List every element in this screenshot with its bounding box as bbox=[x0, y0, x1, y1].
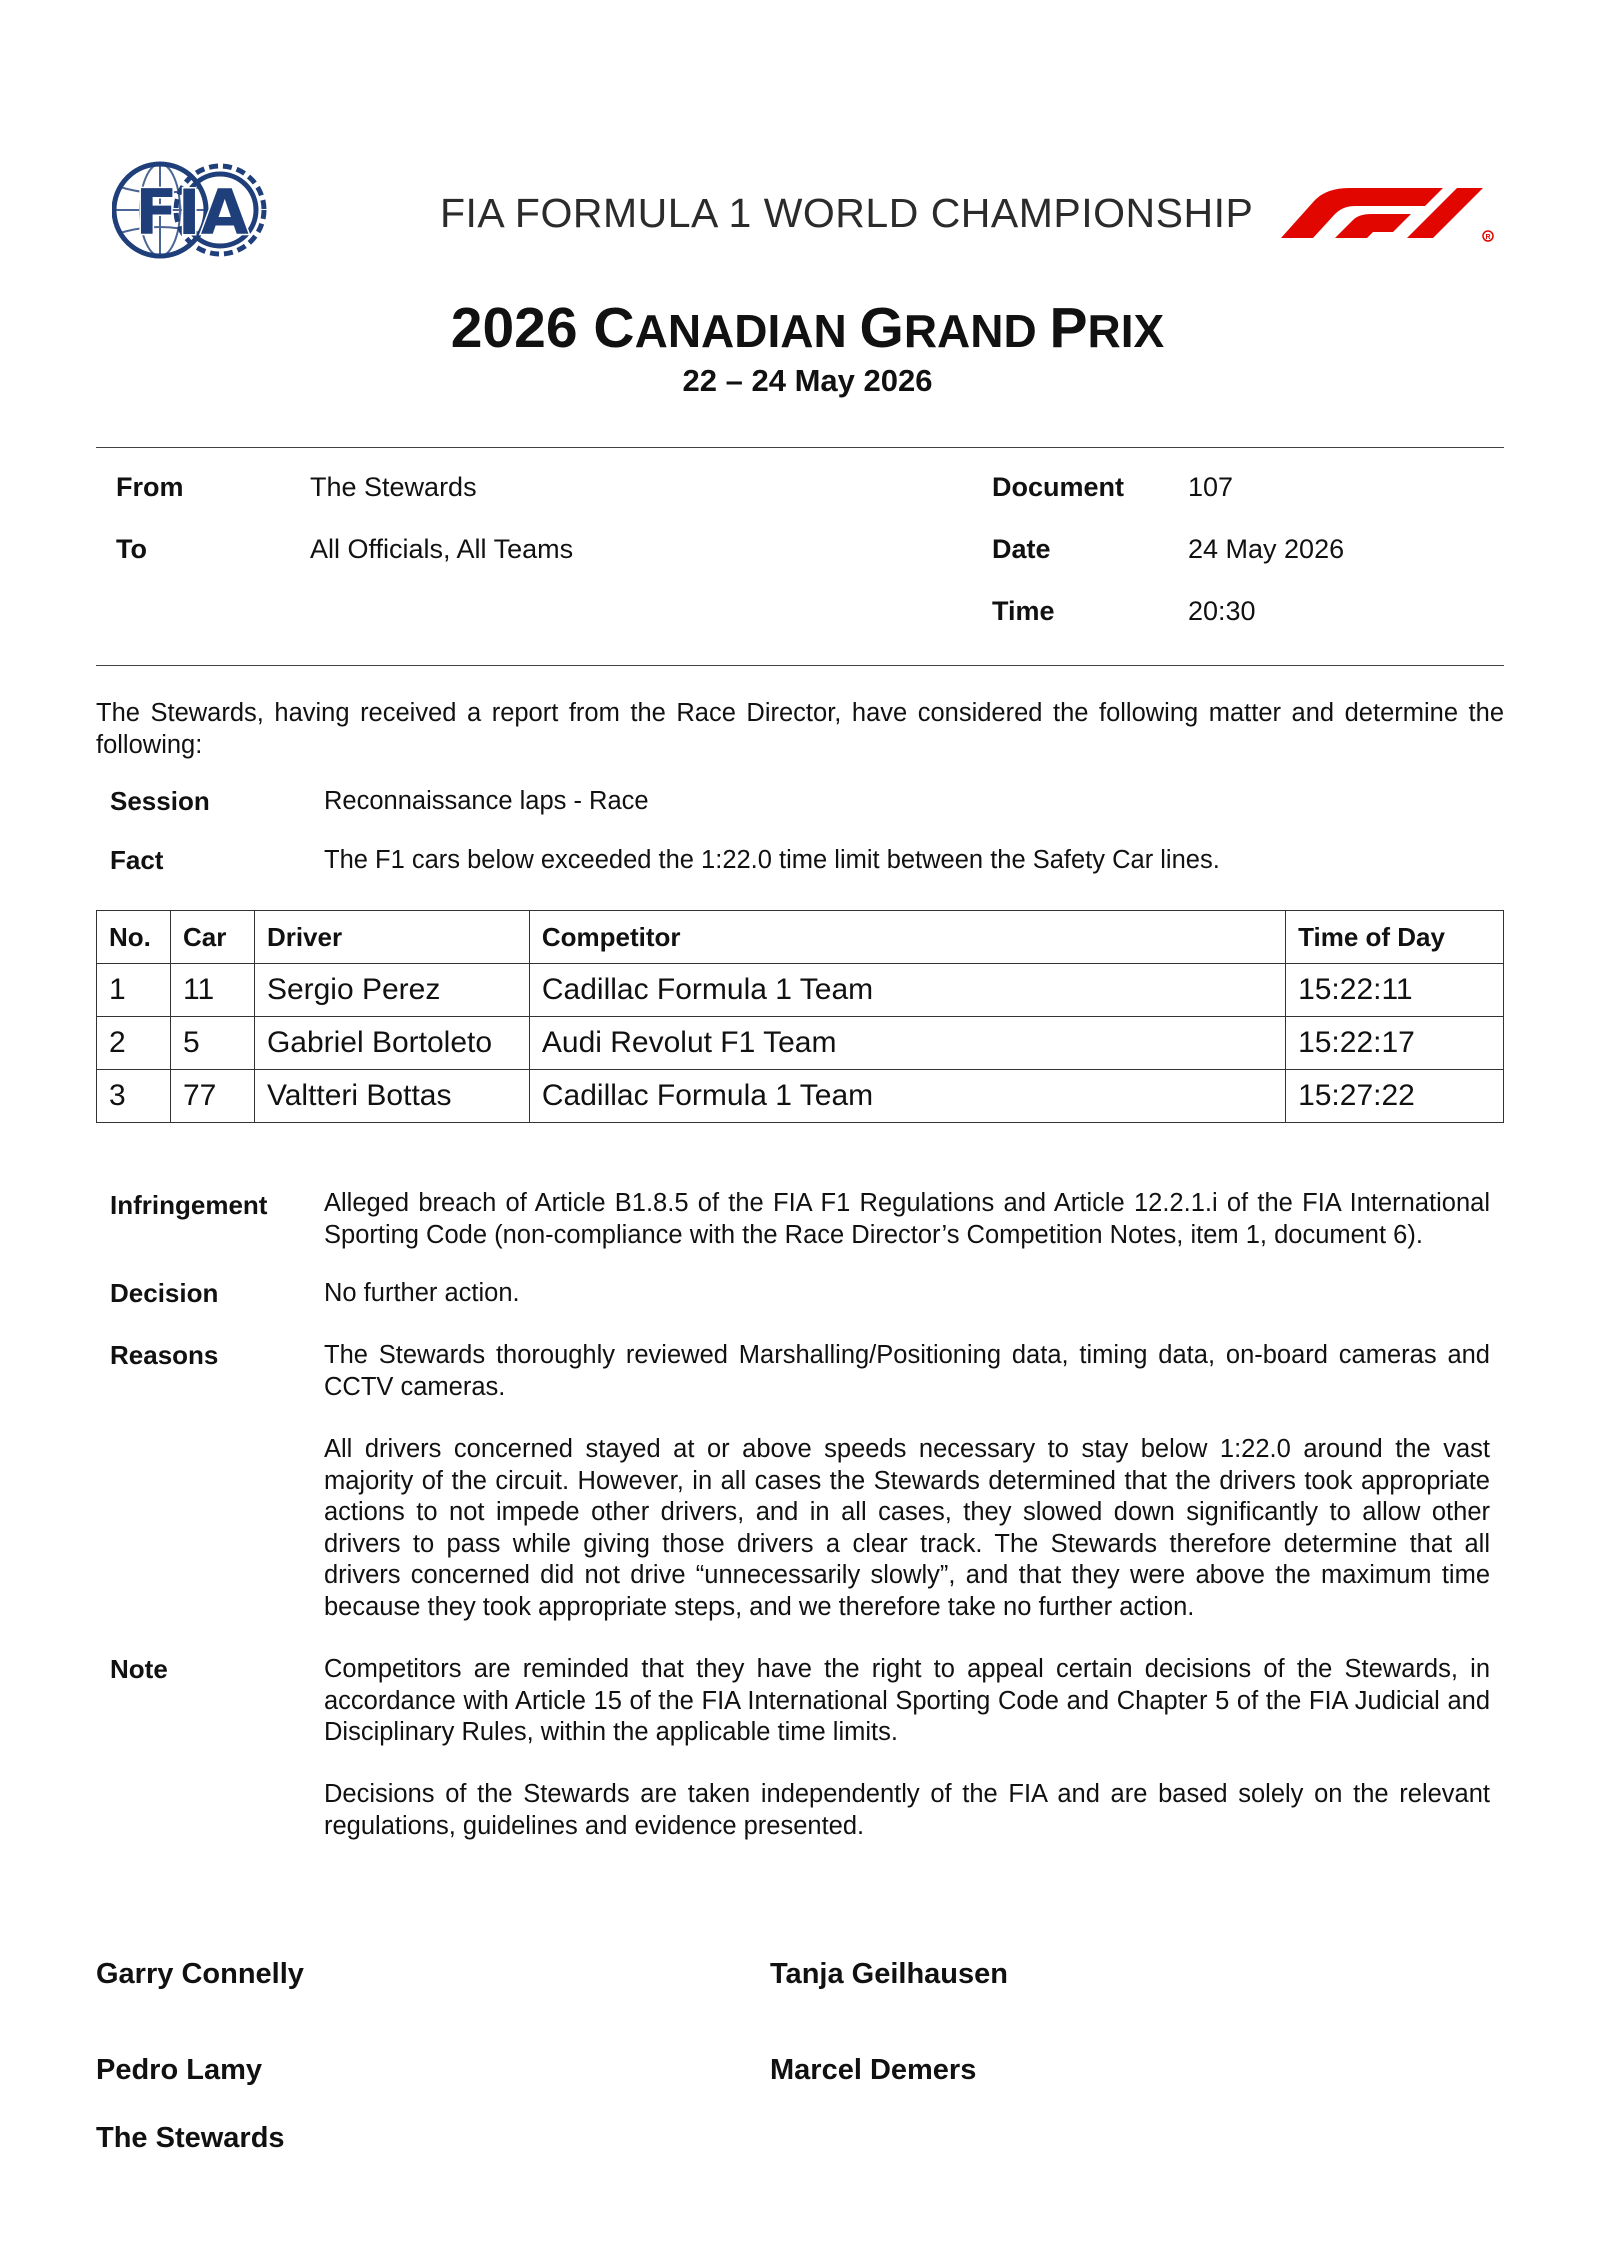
fact-value: The F1 cars below exceeded the 1:22.0 time limit between the Safety Car lines. bbox=[324, 846, 1220, 874]
steward-signature-3: Pedro Lamy bbox=[96, 2054, 262, 2086]
time-label: Time bbox=[992, 596, 1055, 626]
note-paragraph-2: Decisions of the Stewards are taken independently of the FIA and are based solely on the relevant regulations, guidelines and evidence presented. bbox=[324, 1780, 1490, 1840]
decision-label: Decision bbox=[110, 1278, 219, 1308]
header-time-of-day: Time of Day bbox=[1286, 911, 1504, 964]
header-driver: Driver bbox=[254, 911, 529, 964]
document-number: 107 bbox=[1188, 472, 1234, 502]
table-row bbox=[97, 964, 1504, 1017]
divider-top bbox=[96, 447, 1504, 448]
cell-no: 3 bbox=[97, 1070, 171, 1123]
cell-time: 15:22:11 bbox=[1286, 964, 1504, 1017]
fact-label: Fact bbox=[110, 845, 164, 875]
cell-competitor: Audi Revolut F1 Team bbox=[529, 1017, 1285, 1070]
stewards-footer: The Stewards bbox=[96, 2122, 285, 2154]
steward-signature-4: Marcel Demers bbox=[770, 2054, 977, 2086]
table-row bbox=[97, 1017, 1504, 1070]
cell-time: 15:27:22 bbox=[1286, 1070, 1504, 1123]
cell-time: 15:22:17 bbox=[1286, 1017, 1504, 1070]
infringement-text: Alleged breach of Article B1.8.5 of the FIA F1 Regulations and Article 12.2.1.i of the FIA International Sporting Code (non-compliance with the Race Director’s Competition Notes, item 1, document 6). bbox=[324, 1189, 1490, 1249]
from-label: From bbox=[116, 472, 184, 502]
header-competitor: Competitor bbox=[529, 911, 1285, 964]
date-value: 24 May 2026 bbox=[1188, 534, 1345, 564]
cell-no: 1 bbox=[97, 964, 171, 1017]
decision-text: No further action. bbox=[324, 1279, 520, 1307]
event-title bbox=[0, 295, 1600, 361]
cell-car: 5 bbox=[170, 1017, 254, 1070]
header-no: No. bbox=[97, 911, 171, 964]
f1-logo bbox=[1275, 180, 1505, 244]
session-label: Session bbox=[110, 786, 210, 816]
intro-text: The Stewards, having received a report from the Race Director, have considered the following matter and determine the following: bbox=[96, 699, 1504, 759]
cell-competitor: Cadillac Formula 1 Team bbox=[529, 1070, 1285, 1123]
to-label: To bbox=[116, 534, 147, 564]
table-header-row bbox=[97, 911, 1504, 964]
steward-signature-1: Garry Connelly bbox=[96, 1958, 304, 1990]
session-value: Reconnaissance laps - Race bbox=[324, 787, 649, 815]
infringement-label: Infringement bbox=[110, 1190, 268, 1220]
from-value: The Stewards bbox=[310, 472, 477, 502]
cell-car: 11 bbox=[170, 964, 254, 1017]
cell-driver: Valtteri Bottas bbox=[254, 1070, 529, 1123]
table-row bbox=[97, 1070, 1504, 1123]
cell-competitor: Cadillac Formula 1 Team bbox=[529, 964, 1285, 1017]
event-year: 2026 bbox=[450, 296, 578, 360]
to-value: All Officials, All Teams bbox=[310, 534, 574, 564]
note-label: Note bbox=[110, 1654, 168, 1684]
divider-bottom bbox=[96, 665, 1504, 666]
svg-text:FIA: FIA bbox=[135, 176, 249, 249]
cell-car: 77 bbox=[170, 1070, 254, 1123]
header-car: Car bbox=[170, 911, 254, 964]
reasons-label: Reasons bbox=[110, 1340, 219, 1370]
reasons-paragraph-2: All drivers concerned stayed at or above speeds necessary to stay below 1:22.0 around the vast majority of the circuit. However, in all cases the Stewards determined that the drivers took appropriate actions to not impede other drivers, and in all cases, they slowed down significantly to allow other drivers to pass while giving those drivers a clear track. The Stewards therefore determine that all drivers concerned did not drive “unnecessarily slowly”, and that they were above the maximum time because they took appropriate steps, and we therefore take no further action. bbox=[324, 1435, 1490, 1621]
reasons-paragraph-1: The Stewards thoroughly reviewed Marshalling/Positioning data, timing data, on-board cameras and CCTV cameras. bbox=[324, 1341, 1490, 1401]
svg-text:R: R bbox=[1485, 234, 1491, 241]
event-name: CANADIAN GRAND PRIX bbox=[593, 296, 1165, 360]
document-label: Document bbox=[992, 472, 1125, 502]
championship-title: FIA FORMULA 1 WORLD CHAMPIONSHIP bbox=[440, 190, 1254, 236]
cell-no: 2 bbox=[97, 1017, 171, 1070]
note-paragraph-1: Competitors are reminded that they have the right to appeal certain decisions of the Stewards, in accordance with Article 15 of the FIA International Sporting Code and Chapter 5 of the FIA Judicial and Disciplinary Rules, within the applicable time limits. bbox=[324, 1655, 1490, 1746]
time-value: 20:30 bbox=[1188, 596, 1256, 626]
steward-signature-2: Tanja Geilhausen bbox=[770, 1958, 1008, 1990]
fia-logo bbox=[112, 155, 272, 265]
cell-driver: Gabriel Bortoleto bbox=[254, 1017, 529, 1070]
event-dates: 22 – 24 May 2026 bbox=[682, 363, 933, 398]
date-label: Date bbox=[992, 534, 1051, 564]
cell-driver: Sergio Perez bbox=[254, 964, 529, 1017]
cars-table bbox=[96, 910, 1504, 1123]
